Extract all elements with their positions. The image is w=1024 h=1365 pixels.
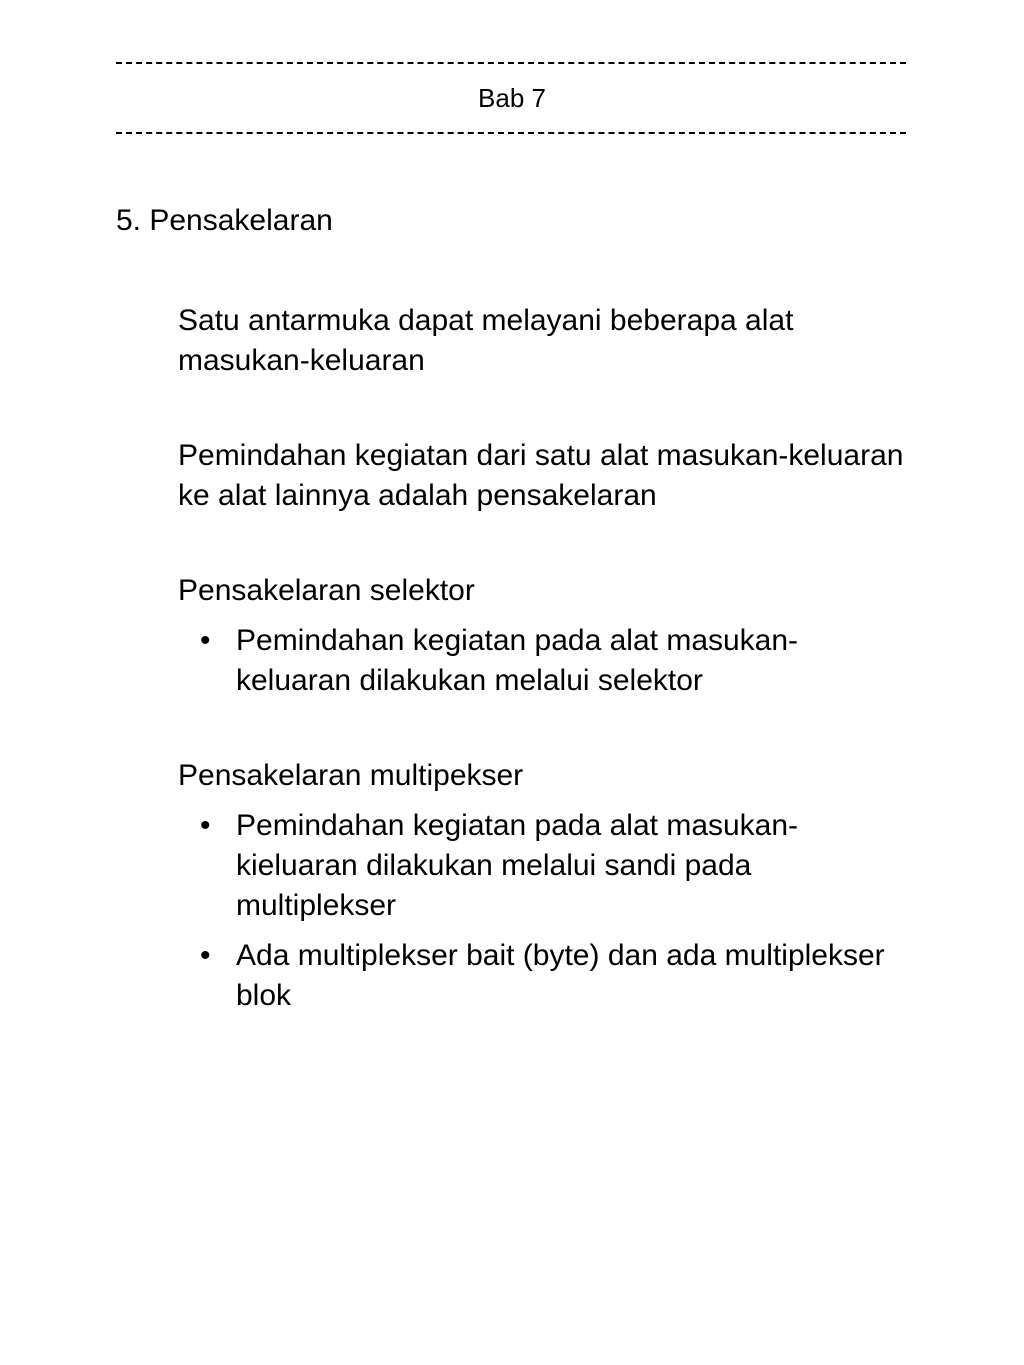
bullet-icon: • (200, 809, 211, 842)
subsection-title: Pensakelaran multipekser (178, 759, 524, 792)
bullet-icon: • (200, 939, 211, 972)
list-item (200, 936, 906, 1016)
paragraph: Satu antarmuka dapat melayani beberapa alat masukan-keluaran (178, 304, 794, 377)
subsection-title: Pensakelaran selektor (178, 574, 475, 607)
paragraph: Pemindahan kegiatan dari satu alat masukan-keluaran ke alat lainnya adalah pensakelaran (178, 439, 904, 512)
section-title: 5. Pensakelaran (116, 204, 333, 237)
page-content (116, 201, 906, 1071)
header-divider-top (116, 62, 906, 64)
subsection-selektor (116, 571, 906, 701)
bullet-list (116, 621, 906, 701)
chapter-label: Bab 7 (478, 83, 546, 113)
list-item (200, 621, 906, 701)
header-divider-bottom (116, 132, 906, 134)
bullet-list (116, 806, 906, 1016)
subsection-multipekser (116, 756, 906, 1016)
bullet-icon: • (200, 624, 211, 657)
list-item-text: Pemindahan kegiatan pada alat masukan-kieluaran dilakukan melalui sandi pada multiplekser (236, 809, 799, 922)
list-item (200, 806, 906, 926)
list-item-text: Pemindahan kegiatan pada alat masukan-keluaran dilakukan melalui selektor (236, 624, 799, 697)
list-item-text: Ada multiplekser bait (byte) dan ada multiplekser blok (236, 939, 885, 1012)
